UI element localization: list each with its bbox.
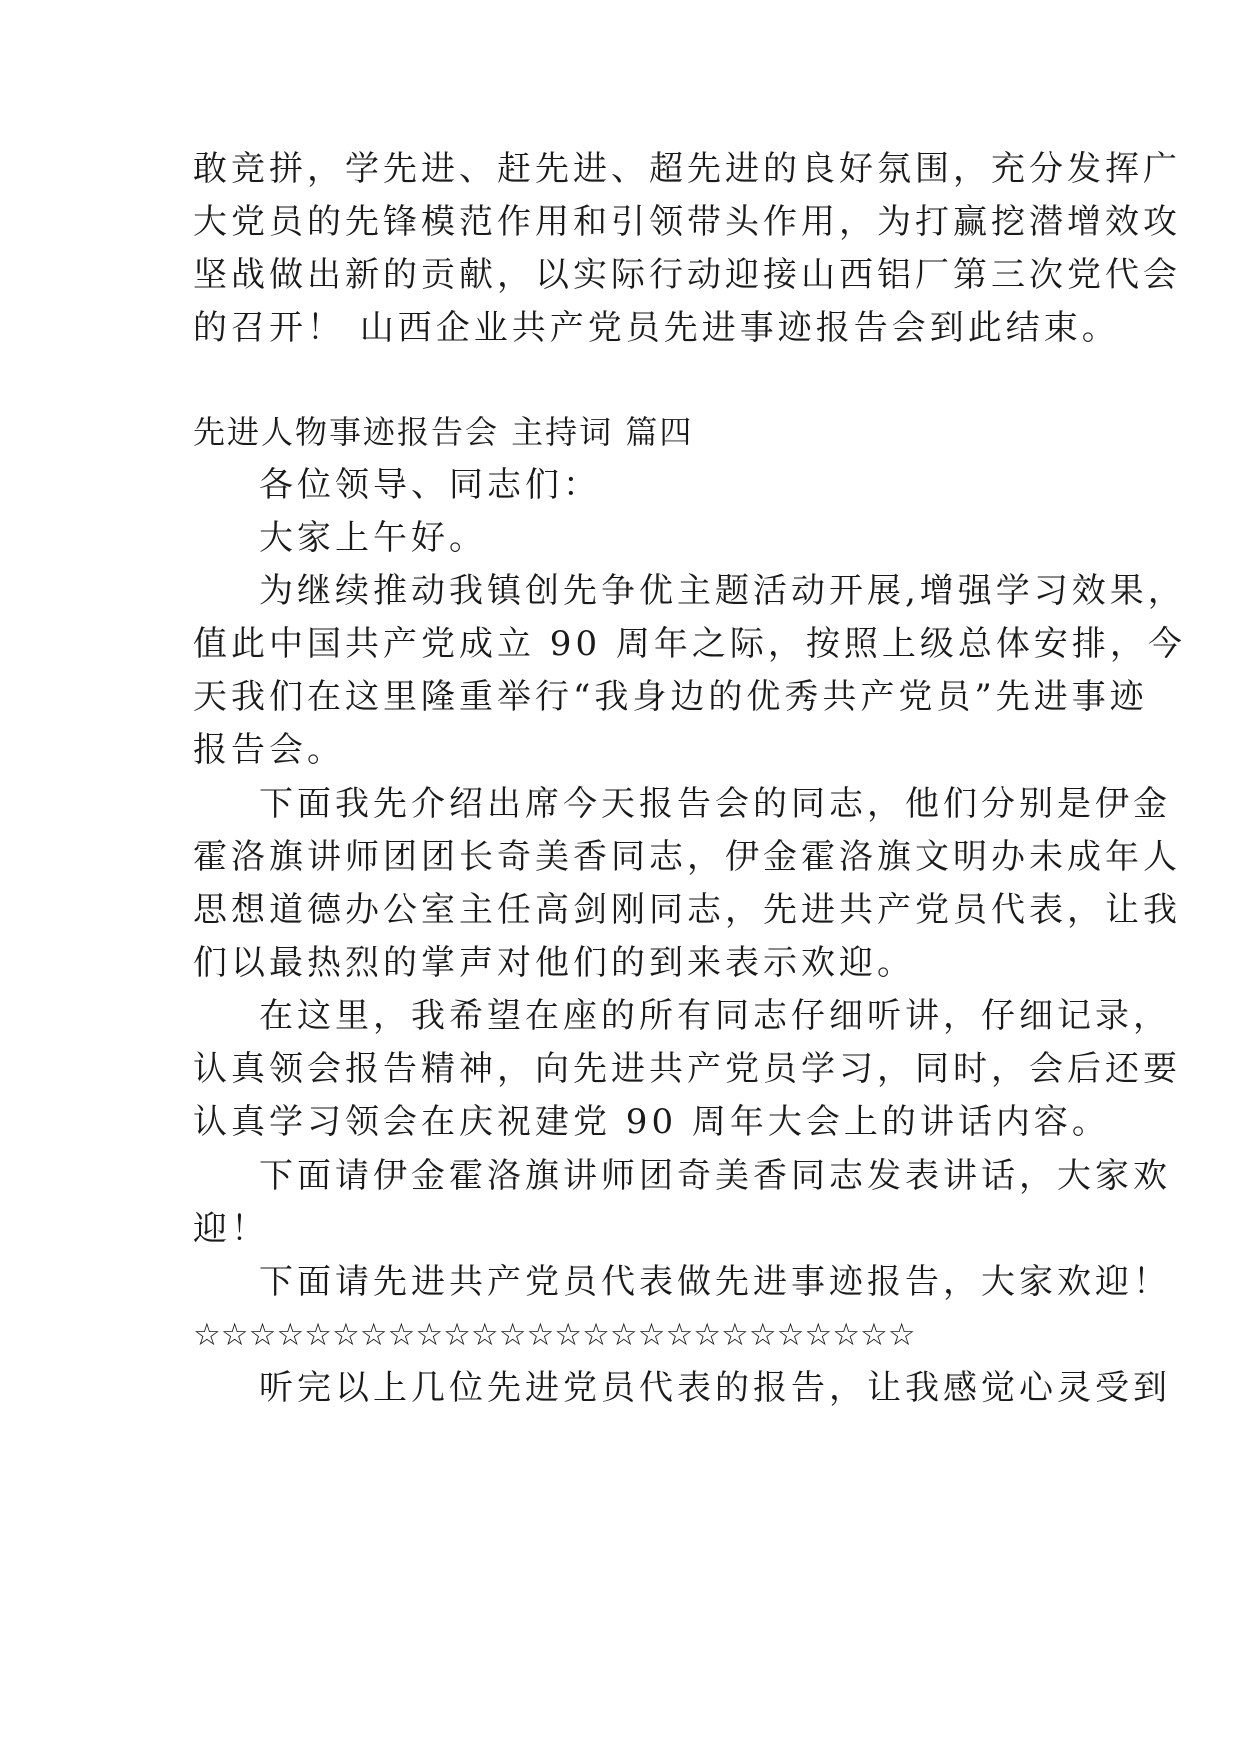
body-line: 为继续推动我镇创先争优主题活动开展,增强学习效果， xyxy=(259,571,1186,611)
body-line: 们以最热烈的掌声对他们的到来表示欢迎。 xyxy=(193,943,915,983)
body-line: 听完以上几位先进党员代表的报告，让我感觉心灵受到 xyxy=(259,1368,1171,1408)
body-line: 坚战做出新的贡献，以实际行动迎接山西铝厂第三次党代会 xyxy=(193,255,1181,295)
body-line: 大党员的先锋模范作用和引领带头作用，为打赢挖潜增效攻 xyxy=(193,202,1181,242)
body-line: 下面请先进共产党员代表做先进事迹报告，大家欢迎！ xyxy=(259,1262,1171,1302)
body-line: 敢竞拼，学先进、赶先进、超先进的良好氛围，充分发挥广 xyxy=(193,149,1181,189)
body-line: 的召开！ 山西企业共产党员先进事迹报告会到此结束。 xyxy=(193,308,1120,348)
body-line: 下面我先介绍出席今天报告会的同志，他们分别是伊金 xyxy=(259,784,1171,824)
body-line: 报告会。 xyxy=(193,730,345,770)
salutation: 各位领导、同志们： xyxy=(259,465,601,505)
greeting: 大家上午好。 xyxy=(259,518,487,558)
body-line: 在这里，我希望在座的所有同志仔细听讲，仔细记录， xyxy=(259,996,1171,1036)
section-heading: 先进人物事迹报告会 主持词 篇四 xyxy=(193,413,694,451)
body-line: 霍洛旗讲师团团长奇美香同志，伊金霍洛旗文明办未成年人 xyxy=(193,837,1181,877)
body-line: 天我们在这里隆重举行“我身边的优秀共产党员”先进事迹 xyxy=(193,677,1148,717)
body-line: 思想道德办公室主任高剑刚同志，先进共产党员代表，让我 xyxy=(193,890,1181,930)
body-line: 迎！ xyxy=(193,1209,269,1249)
star-separator: ☆☆☆☆☆☆☆☆☆☆☆☆☆☆☆☆☆☆☆☆☆☆☆☆☆☆ xyxy=(193,1317,916,1353)
body-line: 认真学习领会在庆祝建党 90 周年大会上的讲话内容。 xyxy=(193,1102,1110,1142)
body-line: 值此中国共产党成立 90 周年之际，按照上级总体安排，今 xyxy=(193,624,1186,664)
body-line: 下面请伊金霍洛旗讲师团奇美香同志发表讲话，大家欢 xyxy=(259,1156,1171,1196)
body-line: 认真领会报告精神，向先进共产党员学习，同时，会后还要 xyxy=(193,1049,1181,1089)
